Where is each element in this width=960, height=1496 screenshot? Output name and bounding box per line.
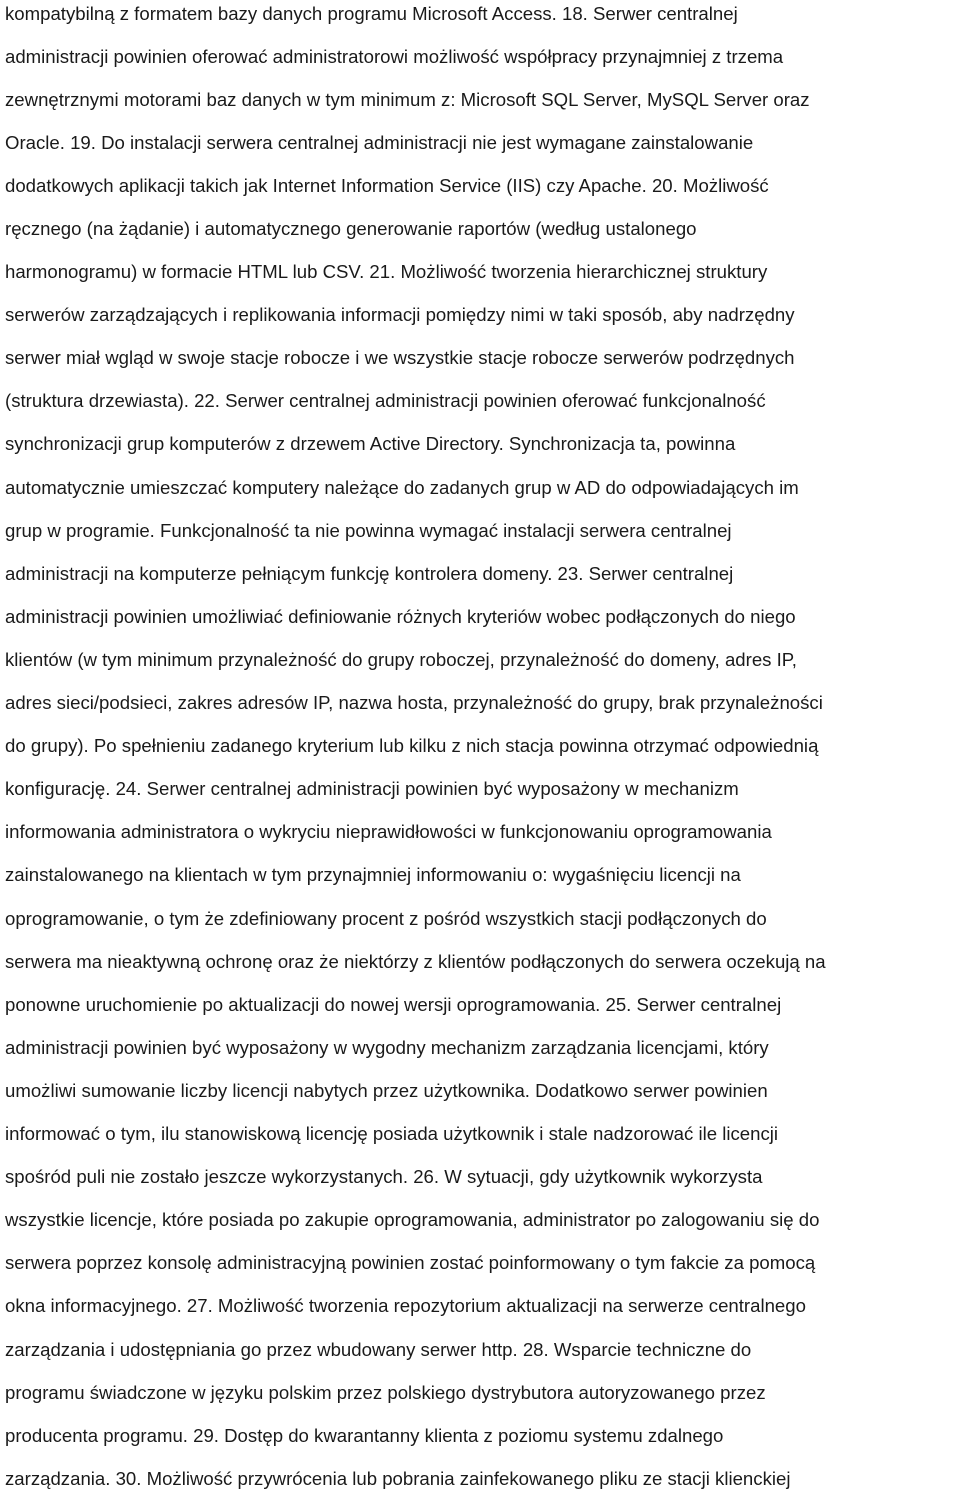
text-line: dodatkowych aplikacji takich jak Internet Information Service (IIS) czy Apache. 20. Możliwość: [5, 175, 769, 196]
text-line: producenta programu. 29. Dostęp do kwarantanny klienta z poziomu systemu zdalnego: [5, 1425, 724, 1446]
text-line: informowania administratora o wykryciu nieprawidłowości w funkcjonowaniu oprogramowania: [5, 821, 772, 842]
text-line: programu świadczone w języku polskim przez polskiego dystrybutora autoryzowanego przez: [5, 1382, 766, 1403]
text-line: do grupy). Po spełnieniu zadanego kryterium lub kilku z nich stacja powinna otrzymać odpowiednią: [5, 735, 819, 756]
text-line: okna informacyjnego. 27. Możliwość tworzenia repozytorium aktualizacji na serwerze centralnego: [5, 1295, 806, 1316]
text-line: harmonogramu) w formacie HTML lub CSV. 21. Możliwość tworzenia hierarchicznej struktury: [5, 261, 768, 282]
text-line: administracji powinien oferować administratorowi możliwość współpracy przynajmniej z trzema: [5, 46, 784, 67]
text-line: administracji powinien być wyposażony w wygodny mechanizm zarządzania licencjami, który: [5, 1037, 769, 1058]
text-line: administracji powinien umożliwiać definiowanie różnych kryteriów wobec podłączonych do niego: [5, 606, 796, 627]
text-line: spośród puli nie zostało jeszcze wykorzystanych. 26. W sytuacji, gdy użytkownik wykorzysta: [5, 1166, 763, 1187]
text-line: oprogramowanie, o tym że zdefiniowany procent z pośród wszystkich stacji podłączonych do: [5, 908, 767, 929]
text-line: zewnętrznymi motorami baz danych w tym minimum z: Microsoft SQL Server, MySQL Server oraz: [5, 89, 810, 110]
text-line: serwerów zarządzających i replikowania informacji pomiędzy nimi w taki sposób, aby nadrzędny: [5, 304, 795, 325]
text-line: zarządzania. 30. Możliwość przywrócenia lub pobrania zainfekowanego pliku ze stacji klienckiej: [5, 1468, 791, 1489]
text-line: synchronizacji grup komputerów z drzewem Active Directory. Synchronizacja ta, powinna: [5, 433, 736, 454]
text-line: klientów (w tym minimum przynależność do grupy roboczej, przynależność do domeny, adres IP,: [5, 649, 797, 670]
text-line: kompatybilną z formatem bazy danych programu Microsoft Access. 18. Serwer centralnej: [5, 3, 738, 24]
text-line: wszystkie licencje, które posiada po zakupie oprogramowania, administrator po zalogowaniu się do: [5, 1209, 820, 1230]
text-line: serwer miał wgląd w swoje stacje robocze i we wszystkie stacje robocze serwerów podrzędnych: [5, 347, 795, 368]
text-line: ponowne uruchomienie po aktualizacji do nowej wersji oprogramowania. 25. Serwer centralnej: [5, 994, 782, 1015]
text-line: (struktura drzewiasta). 22. Serwer centralnej administracji powinien oferować funkcjonalność: [5, 390, 766, 411]
text-line: grup w programie. Funkcjonalność ta nie powinna wymagać instalacji serwera centralnej: [5, 520, 732, 541]
text-line: serwera ma nieaktywną ochronę oraz że niektórzy z klientów podłączonych do serwera oczekują na: [5, 951, 826, 972]
text-line: automatycznie umieszczać komputery należące do zadanych grup w AD do odpowiadających im: [5, 477, 799, 498]
text-line: adres sieci/podsieci, zakres adresów IP, nazwa hosta, przynależność do grupy, brak przynależności: [5, 692, 823, 713]
text-line: ręcznego (na żądanie) i automatycznego generowanie raportów (według ustalonego: [5, 218, 697, 239]
text-line: zainstalowanego na klientach w tym przynajmniej informowaniu o: wygaśnięciu licencji na: [5, 864, 741, 885]
text-line: umożliwi sumowanie liczby licencji nabytych przez użytkownika. Dodatkowo serwer powinien: [5, 1080, 768, 1101]
text-line: Oracle. 19. Do instalacji serwera centralnej administracji nie jest wymagane zainstalowanie: [5, 132, 754, 153]
text-line: konfigurację. 24. Serwer centralnej administracji powinien być wyposażony w mechanizm: [5, 778, 739, 799]
text-line: serwera poprzez konsolę administracyjną powinien zostać poinformowany o tym fakcie za pomocą: [5, 1252, 816, 1273]
text-line: zarządzania i udostępniania go przez wbudowany serwer http. 28. Wsparcie techniczne do: [5, 1339, 752, 1360]
text-line: informować o tym, ilu stanowiskową licencję posiada użytkownik i stale nadzorować ile licencji: [5, 1123, 779, 1144]
text-line: administracji na komputerze pełniącym funkcję kontrolera domeny. 23. Serwer centralnej: [5, 563, 734, 584]
